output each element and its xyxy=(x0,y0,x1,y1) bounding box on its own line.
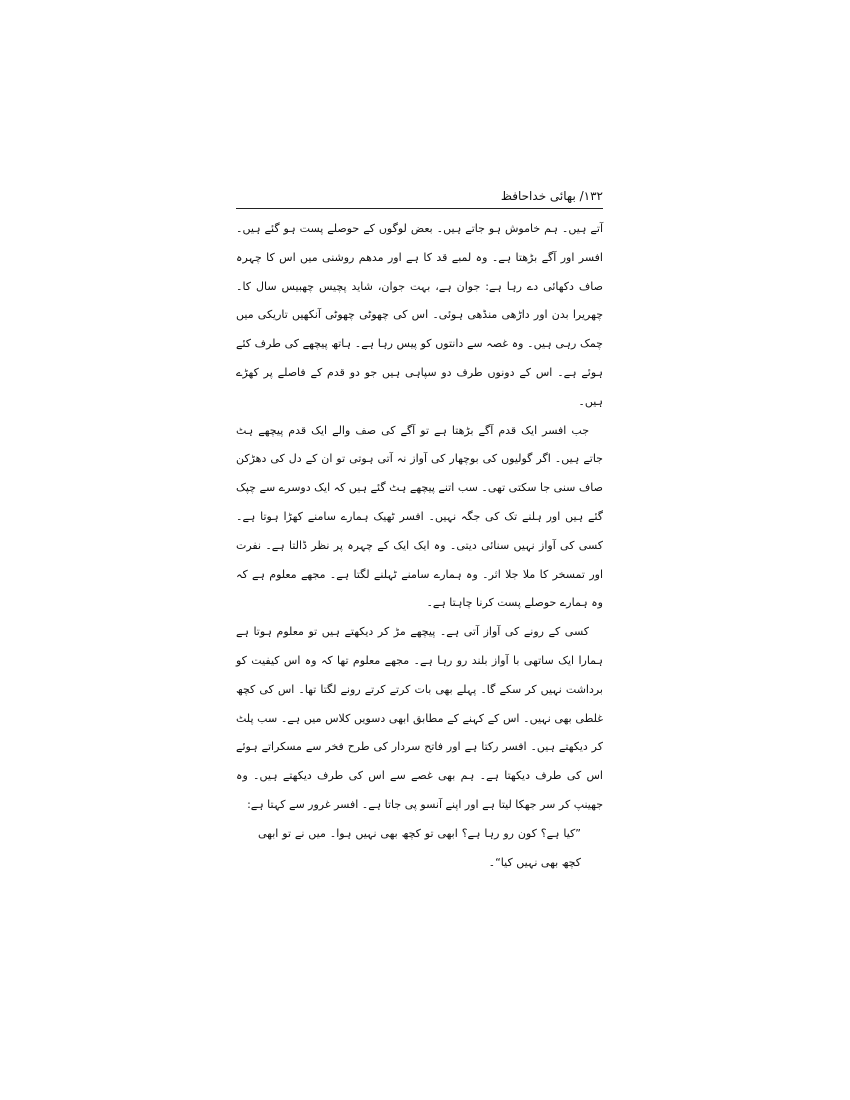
running-header: ۱۳۲/ بھائی خداحافظ xyxy=(236,188,603,209)
quoted-dialogue: ”کیا ہے؟ کون رو رہا ہے؟ ابھی تو کچھ بھی نہیں ہوا۔ میں نے تو ابھی کچھ بھی نہیں کیا“۔ xyxy=(258,826,581,869)
paragraph-1: آتے ہیں۔ ہم خاموش ہو جاتے ہیں۔ بعض لوگوں کے حوصلے پست ہو گئے ہیں۔ افسر اور آگے بڑھتا ہے۔ وہ لمبے قد کا ہے اور مدھم روشنی میں اس کا چہرہ صاف دکھائی دے رہا ہے: جوان ہے، بہت جوان، شاید پچیس چھبیس سال کا۔ چھریرا بدن اور داڑھی منڈھی ہوئی۔ اس کی چھوٹی چھوٹی آنکھیں تاریکی میں چمک رہی ہیں۔ وہ غصہ سے دانتوں کو پیس رہا ہے۔ ہاتھ پیچھے کی طرف کئے ہوئے ہے۔ اس کے دونوں طرف دو سپاہی ہیں جو دو قدم کے فاصلے پر کھڑے ہیں۔ xyxy=(236,222,603,408)
paragraph-2: جب افسر ایک قدم آگے بڑھتا ہے تو آگے کی صف والے ایک قدم پیچھے ہٹ جاتے ہیں۔ اگر گولیوں کی بوچھار کی آواز نہ آتی ہوتی تو ان کے دل کی دھڑکن صاف سنی جا سکتی تھی۔ سب اتنے پیچھے ہٹ گئے ہیں کہ ایک دوسرے سے چپک گئے ہیں اور ہلنے تک کی جگہ نہیں۔ افسر ٹھیک ہمارے سامنے کھڑا ہوتا ہے۔ کسی کی آواز نہیں سنائی دیتی۔ وہ ایک ایک کے چہرہ پر نظر ڈالتا ہے۔ نفرت اور تمسخر کا ملا جلا اثر۔ وہ ہمارے سامنے ٹہلنے لگتا ہے۔ مجھے معلوم ہے کہ وہ ہمارے حوصلے پست کرنا چاہتا ہے۔ xyxy=(236,423,603,610)
paragraph-3: کسی کے رونے کی آواز آتی ہے۔ پیچھے مڑ کر دیکھتے ہیں تو معلوم ہوتا ہے ہمارا ایک ساتھی با آواز بلند رو رہا ہے۔ مجھے معلوم تھا کہ وہ اس کیفیت کو برداشت نہیں کر سکے گا۔ پہلے بھی بات کرتے کرتے رونے لگتا تھا۔ اس کی کچھ غلطی بھی نہیں۔ اس کے کہنے کے مطابق ابھی دسویں کلاس میں ہے۔ سب پلٹ کر دیکھتے ہیں۔ افسر رکتا ہے اور فاتح سردار کی طرح فخر سے مسکراتے ہوئے اس کی طرف دیکھتا ہے۔ ہم بھی غصے سے اس کی طرف دیکھتے ہیں۔ وہ جھینپ کر سر جھکا لیتا ہے اور اپنے آنسو پی جاتا ہے۔ افسر غرور سے کہتا ہے: xyxy=(236,625,603,811)
book-page xyxy=(236,188,603,877)
